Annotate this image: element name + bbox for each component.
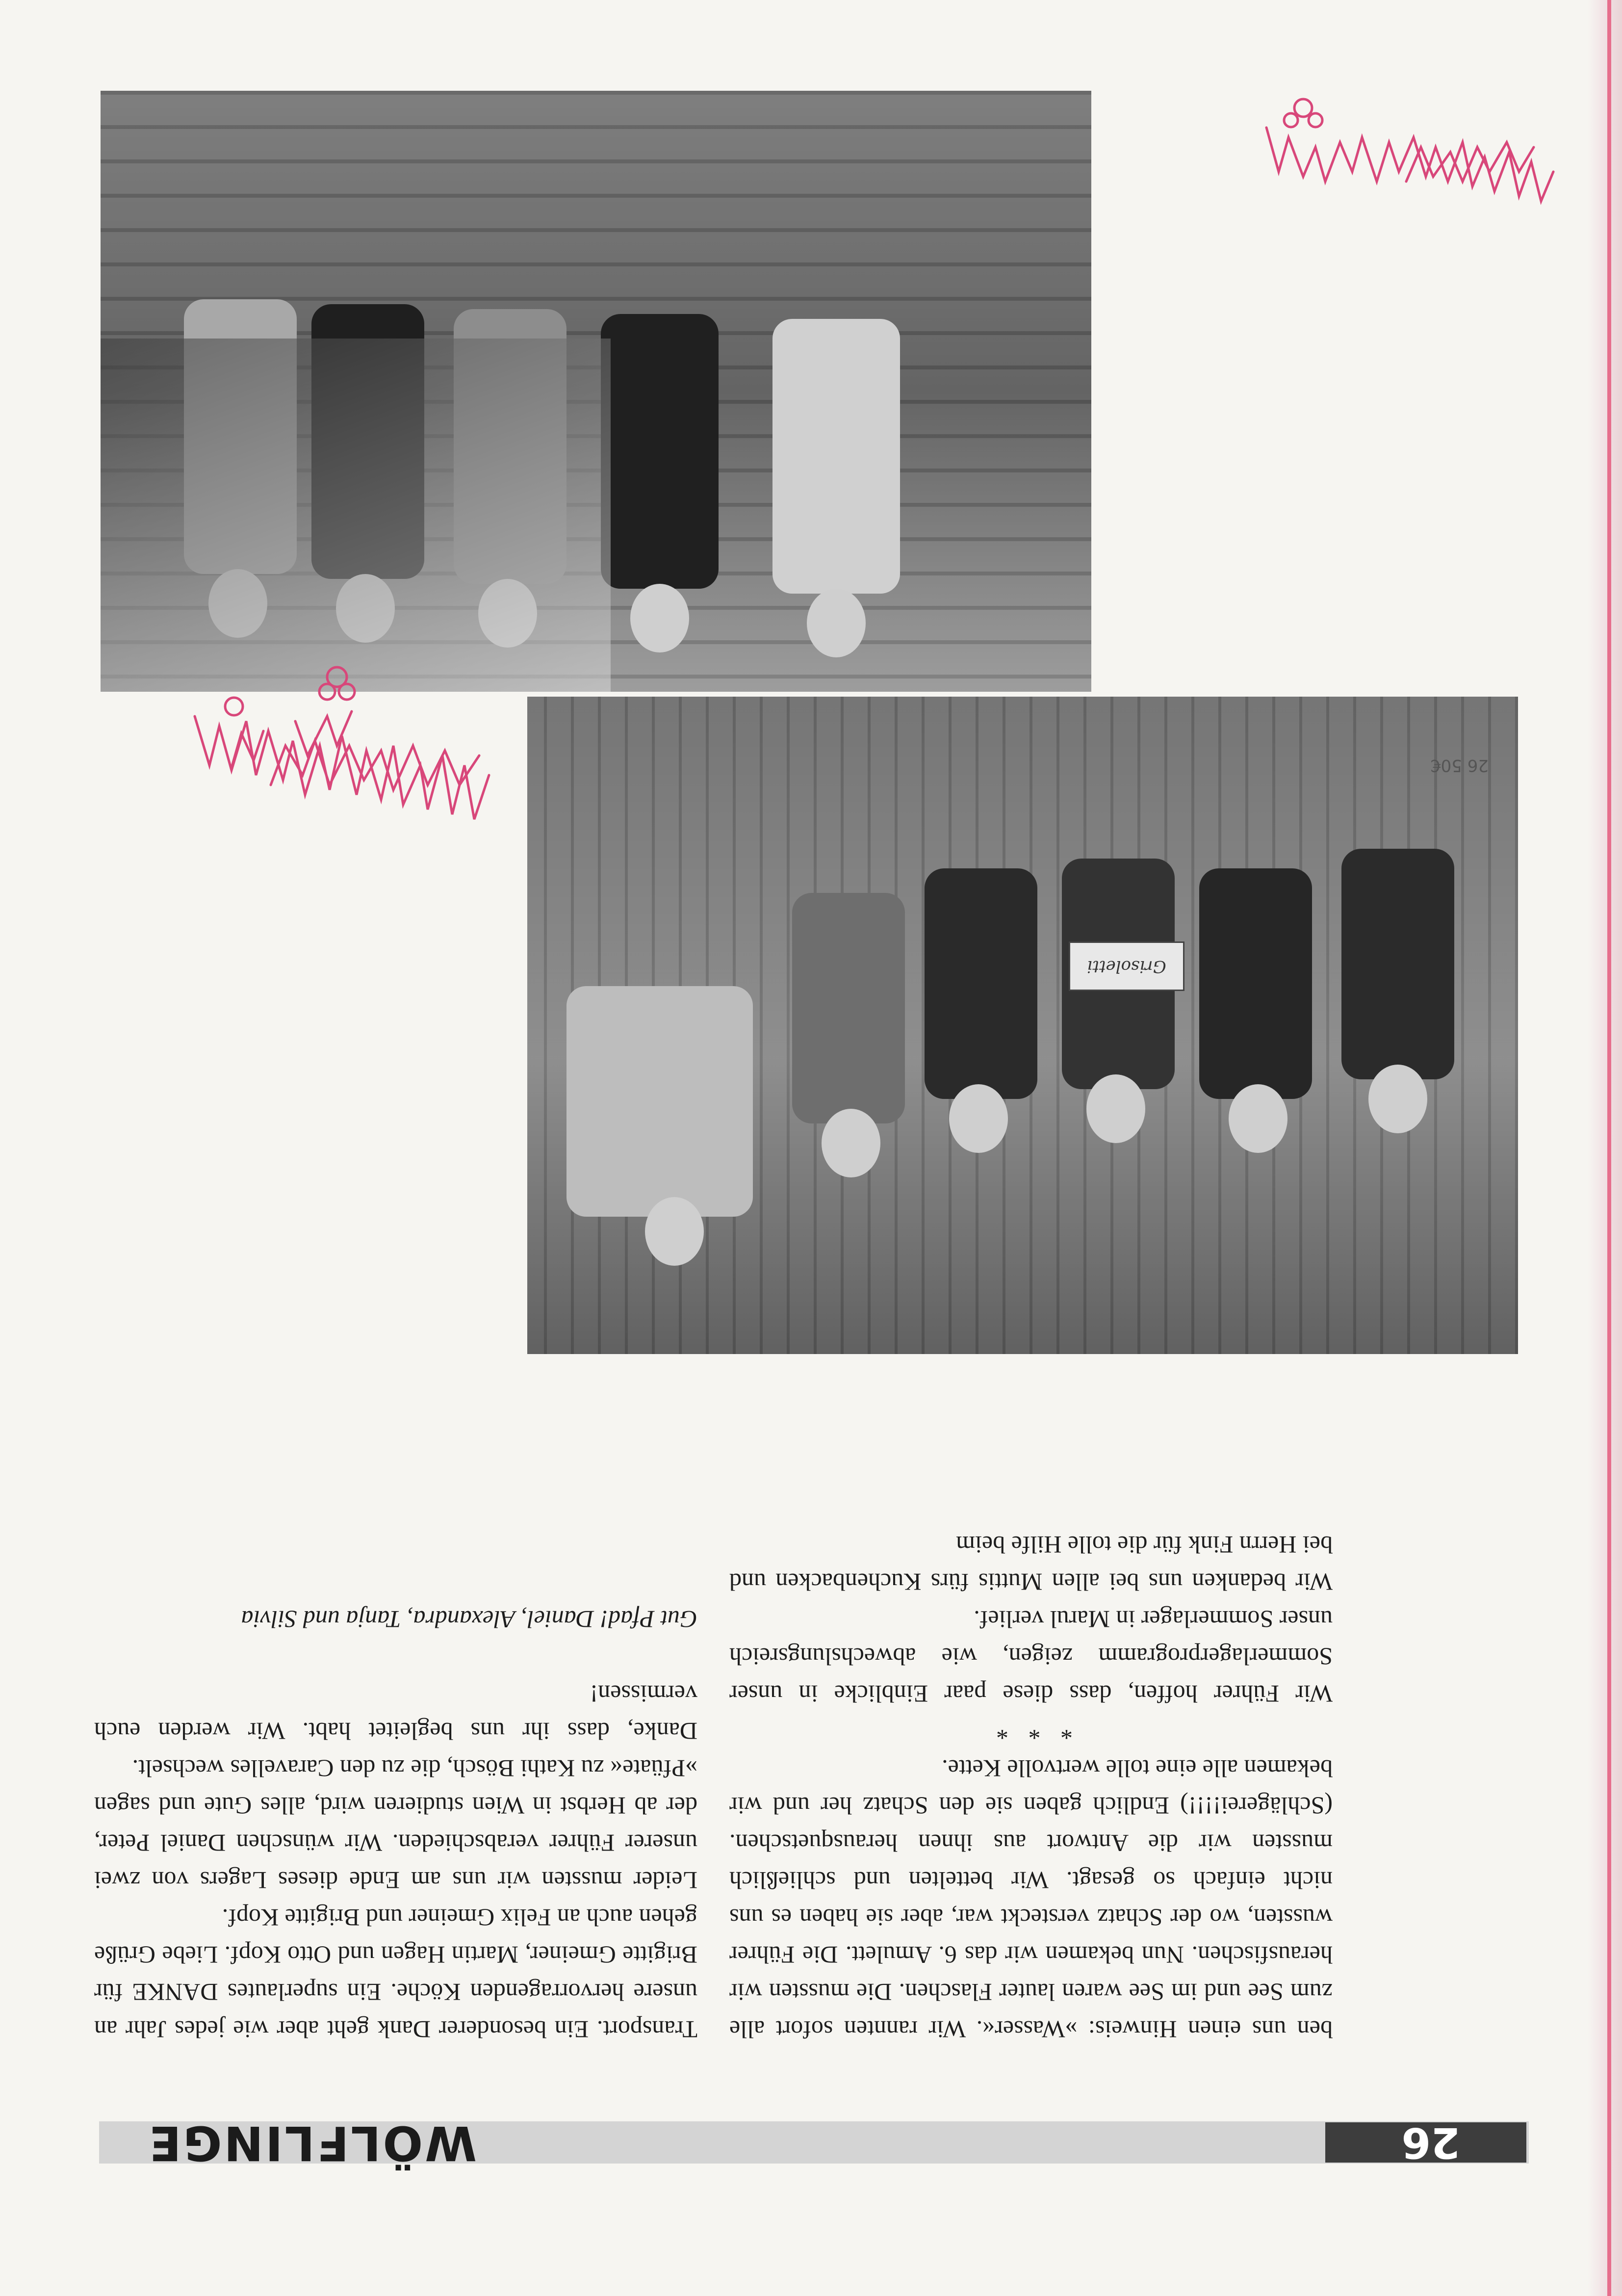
photo-figure (601, 314, 719, 589)
photo-figure (311, 304, 424, 579)
binding-pink-stripe (1607, 0, 1611, 2296)
paragraph: Transport. Ein besonderer Dank geht aber wie jedes Jahr an unsere hervorragenden Köche. Ein superlautes DANKE für Brigitte Gmeiner, Martin Hagen und Otto Kopf. Liebe Grüße gehen auch an Felix Gmeiner und Brigitte Kopf. (94, 1904, 697, 2043)
photo-figure-head (336, 574, 395, 643)
photo-figure (925, 868, 1037, 1099)
photo-figure (792, 893, 905, 1123)
photo-figure-head (645, 1197, 704, 1266)
paragraph: Wir bedanken uns bei allen Muttis fürs Kuchenbacken und bei Herrn Fink für die tolle Hilfe beim (729, 1531, 1333, 1596)
photo-figure-head (822, 1109, 880, 1177)
photo-figure-head (208, 569, 267, 638)
article-column-right (94, 1601, 697, 2048)
section-title: WÖLFLINGE (147, 2115, 477, 2170)
group-photo-children-hut (527, 697, 1518, 1354)
signature: Gut Pfad! Daniel, Alexandra, Tanja und Silvia (241, 1606, 697, 1633)
photo-figure-head (949, 1084, 1008, 1153)
photo-figure (1341, 849, 1454, 1079)
paragraph: Wir Führer hoffen, dass diese paar Einblicke in unser Sommerlagerprogramm zeigen, wie abwechslungsreich unser Sommerlager in Marul verlief. (729, 1606, 1333, 1708)
photo-figure (184, 299, 297, 574)
paragraph: Leider mussten wir uns am Ende dieses Lagers von zwei unserer Führer verabschieden. Wir wünschen Daniel Peter, der ab Herbst in Wien studieren wird, alles Gute und sagen »Pfüate« zu Kathi Bösch, die zu den Caravelles wechselt. (94, 1755, 697, 1894)
photo-figure-head (807, 589, 866, 657)
binding-edge (1588, 0, 1622, 2296)
poster-text: 26 50€ (1430, 756, 1489, 775)
photo-figure (566, 986, 753, 1217)
photo-figure-head (1368, 1065, 1427, 1133)
photo-figure (454, 309, 566, 584)
cookie-box: Grisoletti (1069, 941, 1184, 991)
photo-figure (1199, 868, 1312, 1099)
group-photo-children-standing (101, 91, 1091, 692)
photo-figure-head (1086, 1074, 1145, 1143)
paragraph: ben uns einen Hinweis: »Wasser«. Wir rannten sofort alle zum See und im See waren lauter Flaschen. Die mussten wir herausfischen. Nun bekamen wir das 6. Amulett. Die Führer wussten, wo der Schatz versteckt war, aber sie haben es uns nicht einfach so gesagt. Wir bettelten und schließlich mussten wir die Antwort aus ihnen herausquetschen. (Schlägerei!!!!) Endlich gaben sie den Schatz her und wir bekamen alle eine tolle wertvolle Kette. (729, 1755, 1333, 2043)
photo-figure (772, 319, 900, 594)
photo-figure-head (630, 584, 689, 652)
paragraph: Danke, dass ihr uns begleitet habt. Wir werden euch vermissen! (94, 1680, 697, 1745)
pink-doodle-scribble (1132, 74, 1563, 221)
section-separator: * * * (989, 1718, 1073, 1745)
pink-doodle-flowers (97, 633, 499, 839)
page-number: 26 (1401, 2118, 1460, 2167)
article-column-left (729, 1526, 1333, 2048)
photo-figure-head (1229, 1084, 1287, 1153)
